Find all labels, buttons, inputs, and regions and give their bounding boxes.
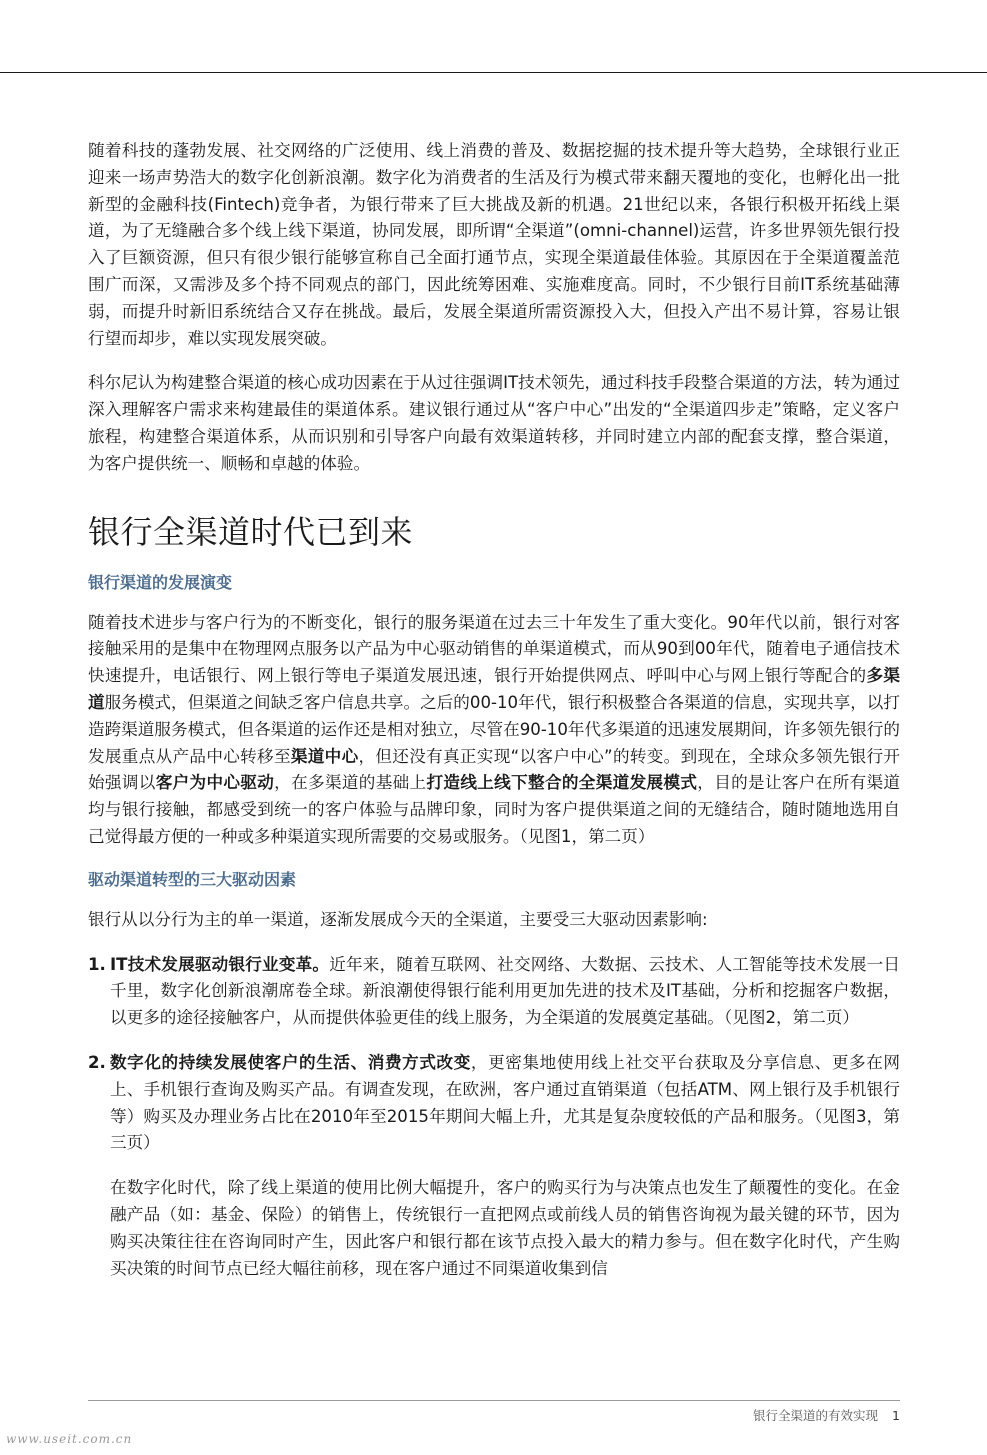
list-number: 1. (88, 954, 106, 974)
list-item (88, 952, 900, 1032)
page-number: 1 (892, 1408, 900, 1423)
evolution-text-3: ，但还没有真正实现“以客户中心”的转变。到现在，全球众多领先银行开始强调以 (88, 746, 901, 793)
footer-rule (88, 1400, 900, 1401)
intro-paragraph-2: 科尔尼认为构建整合渠道的核心成功因素在于从过往强调IT技术领先，通过科技手段整合渠道的方法，转为通过深入理解客户需求来构建最佳的渠道体系。建议银行通过从“客户中心”出发的“全渠道四步走”策略，定义客户旅程，构建整合渠道体系，从而识别和引导客户向最有效渠道转移，并同时建立内部的配套支撑，整合渠道，为客户提供统一、顺畅和卓越的体验。 (88, 373, 900, 473)
list-number: 2. (88, 1052, 106, 1072)
drivers-follow-paragraph: 在数字化时代，除了线上渠道的使用比例大幅提升，客户的购买行为与决策点也发生了颠覆性的变化。在金融产品（如：基金、保险）的销售上，传统银行一直把网点或前线人员的销售咨询视为最关键的环节，因为购买决策往往在咨询同时产生，因此客户和银行都在该节点投入最大的精力参与。但在数字化时代，产生购买决策的时间节点已经大幅往前移，现在客户通过不同渠道收集到信 (110, 1178, 900, 1278)
page-footer (753, 1406, 900, 1424)
evolution-bold-4: 打造线上线下整合的全渠道发展模式 (426, 773, 698, 793)
footer-title: 银行全渠道的有效实现 (753, 1408, 879, 1423)
intro-paragraph-1: 随着科技的蓬勃发展、社交网络的广泛使用、线上消费的普及、数据挖掘的技术提升等大趋势，全球银行业正迎来一场声势浩大的数字化创新浪潮。数字化为消费者的生活及行为模式带来翻天覆地的变化，也孵化出一批新型的金融科技(Fintech)竞争者，为银行带来了巨大挑战及新的机遇。21世纪以来，各银行积极开拓线上渠道，为了无缝融合多个线上线下渠道，协同发展，即所谓“全渠道”(omni-channel)运营，许多世界领先银行投入了巨额资源，但只有很少银行能够宣称自己全面打通节点，实现全渠道最佳体验。其原因在于全渠道覆盖范围广而深，又需涉及多个持不同观点的部门，因此统筹困难、实施难度高。同时，不少银行目前IT系统基础薄弱，而提升时新旧系统结合又存在挑战。最后，发展全渠道所需资源投入大，但投入产出不易计算，容易让银行望而却步，难以实现发展突破。 (88, 141, 900, 348)
watermark: www.useit.com.cn (6, 1432, 133, 1446)
list-item-body: ，更密集地使用线上社交平台获取及分享信息、更多在网上、手机银行查询及购买产品。有调查发现，在欧洲，客户通过直销渠道（包括ATM、网上银行及手机银行等）购买及办理业务占比在2010年至2015年期间大幅上升，尤其是复杂度较低的产品和服务。（见图3，第三页） (110, 1052, 900, 1153)
top-rule (0, 72, 987, 73)
evolution-text-5: ，目的是让客户在所有渠道均与银行接触，都感受到统一的客户体验与品牌印象，同时为客户提供渠道之间的无缝结合，随时随地选用自己觉得最方便的一种或多种渠道实现所需要的交易或服务。（见图1，第二页） (88, 773, 901, 846)
list-item-bold: 数字化的持续发展使客户的生活、消费方式改变 (110, 1052, 471, 1072)
evolution-bold-2: 渠道中心 (290, 746, 359, 766)
list-item-text (110, 1050, 900, 1157)
list-item-bold: IT技术发展驱动银行业变革。 (110, 954, 330, 974)
drivers-lead: 银行从以分行为主的单一渠道，逐渐发展成今天的全渠道，主要受三大驱动因素影响: (88, 909, 708, 929)
evolution-text-2: 服务模式，但渠道之间缺乏客户信息共享。之后的00-10年代，银行积极整合各渠道的信息，实现共享，以打造跨渠道服务模式，但各渠道的运作还是相对独立，尽管在90-10年代多渠道的迅速发展期间，许多领先银行的发展重点从产品中心转移至 (88, 692, 901, 766)
evolution-text-4: ，在多渠道的基础上 (274, 773, 427, 793)
list-item-text (110, 952, 900, 1032)
evolution-bold-3: 客户为中心驱动 (155, 773, 275, 793)
section-title: 银行全渠道时代已到来 (88, 512, 414, 551)
list-item (88, 1050, 900, 1157)
drivers-list (88, 952, 900, 1158)
page-body (88, 138, 900, 1300)
evolution-bold-1: 多渠道 (88, 666, 901, 712)
subsection-heading-evolution: 银行渠道的发展演变 (88, 572, 233, 592)
list-item-body: 近年来，随着互联网、社交网络、大数据、云技术、人工智能等技术发展一日千里，数字化创新浪潮席卷全球。新浪潮使得银行能利用更加先进的技术及IT基础，分析和挖掘客户数据，以更多的途径接触客户，从而提供体验更佳的线上服务，为全渠道的发展奠定基础。（见图2，第二页） (110, 954, 900, 1028)
evolution-text-1: 随着技术进步与客户行为的不断变化，银行的服务渠道在过去三十年发生了重大变化。90年代以前，银行对客接触采用的是集中在物理网点服务以产品为中心驱动销售的单渠道模式，而从90到00年代，随着电子通信技术快速提升，电话银行、网上银行等电子渠道发展迅速，银行开始提供网点、呼叫中心与网上银行等配合的 (88, 612, 900, 686)
subsection-heading-drivers: 驱动渠道转型的三大驱动因素 (88, 869, 297, 889)
evolution-paragraph (88, 610, 900, 851)
